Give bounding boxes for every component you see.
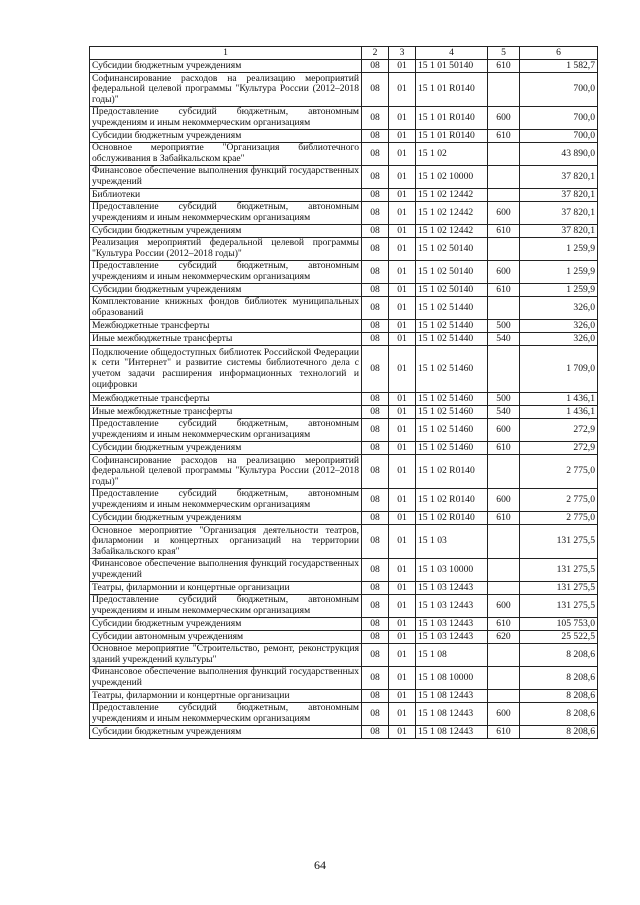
- row-expense-type: 600: [488, 202, 520, 225]
- row-expense-type: [488, 297, 520, 320]
- row-amount: 37 820,1: [520, 166, 598, 189]
- row-name: Театры, филармонии и концертные организации: [90, 582, 362, 595]
- row-section: 08: [362, 130, 389, 143]
- table-body: [90, 60, 598, 739]
- row-target-code: 15 1 01 R0140: [416, 73, 488, 107]
- row-amount: 2 775,0: [520, 455, 598, 489]
- row-subsection: 01: [389, 166, 416, 189]
- row-expense-type: [488, 143, 520, 166]
- table-row: [90, 690, 598, 703]
- row-section: 08: [362, 333, 389, 346]
- table-row: [90, 631, 598, 644]
- row-subsection: 01: [389, 320, 416, 333]
- row-target-code: 15 1 08 10000: [416, 667, 488, 690]
- row-name: Предоставление субсидий бюджетным, автономным учреждениям и иным некоммерческим организациям: [90, 107, 362, 130]
- row-amount: 700,0: [520, 130, 598, 143]
- row-section: 08: [362, 320, 389, 333]
- row-section: 08: [362, 73, 389, 107]
- row-section: 08: [362, 346, 389, 393]
- header-cell: 6: [520, 47, 598, 60]
- row-target-code: 15 1 02 10000: [416, 166, 488, 189]
- row-target-code: 15 1 03 12443: [416, 631, 488, 644]
- row-amount: 1 259,9: [520, 284, 598, 297]
- row-target-code: 15 1 02 51460: [416, 393, 488, 406]
- row-section: 08: [362, 703, 389, 726]
- row-amount: 8 208,6: [520, 690, 598, 703]
- row-target-code: 15 1 08 12443: [416, 690, 488, 703]
- row-amount: 131 275,5: [520, 582, 598, 595]
- table-row: [90, 225, 598, 238]
- row-expense-type: [488, 690, 520, 703]
- row-amount: 1 436,1: [520, 393, 598, 406]
- table-row: [90, 284, 598, 297]
- table-row: [90, 644, 598, 667]
- row-subsection: 01: [389, 73, 416, 107]
- header-cell: 3: [389, 47, 416, 60]
- row-target-code: 15 1 02 50140: [416, 284, 488, 297]
- row-target-code: 15 1 03 12443: [416, 618, 488, 631]
- row-amount: 326,0: [520, 333, 598, 346]
- row-amount: 326,0: [520, 320, 598, 333]
- row-amount: 105 753,0: [520, 618, 598, 631]
- table-row: [90, 442, 598, 455]
- row-amount: 8 208,6: [520, 667, 598, 690]
- row-subsection: 01: [389, 667, 416, 690]
- row-subsection: 01: [389, 284, 416, 297]
- table-header-row: [90, 47, 598, 60]
- row-amount: 1 436,1: [520, 406, 598, 419]
- row-expense-type: [488, 525, 520, 559]
- row-name: Реализация мероприятий федеральной целевой программы "Культура России (2012–2018 годы)": [90, 238, 362, 261]
- table-row: [90, 107, 598, 130]
- table-row: [90, 202, 598, 225]
- row-expense-type: [488, 455, 520, 489]
- row-section: 08: [362, 60, 389, 73]
- row-name: Иные межбюджетные трансферты: [90, 333, 362, 346]
- row-subsection: 01: [389, 512, 416, 525]
- row-name: Субсидии бюджетным учреждениям: [90, 60, 362, 73]
- row-expense-type: 610: [488, 225, 520, 238]
- table-row: [90, 489, 598, 512]
- table-row: [90, 346, 598, 393]
- row-expense-type: [488, 238, 520, 261]
- row-subsection: 01: [389, 525, 416, 559]
- row-target-code: 15 1 03 12443: [416, 582, 488, 595]
- row-section: 08: [362, 143, 389, 166]
- row-target-code: 15 1 02: [416, 143, 488, 166]
- row-target-code: 15 1 03 12443: [416, 595, 488, 618]
- row-section: 08: [362, 489, 389, 512]
- row-section: 08: [362, 690, 389, 703]
- table-row: [90, 143, 598, 166]
- row-subsection: 01: [389, 595, 416, 618]
- row-amount: 1 582,7: [520, 60, 598, 73]
- row-target-code: 15 1 01 R0140: [416, 107, 488, 130]
- row-expense-type: 610: [488, 512, 520, 525]
- row-section: 08: [362, 559, 389, 582]
- row-target-code: 15 1 02 12442: [416, 225, 488, 238]
- row-name: Субсидии бюджетным учреждениям: [90, 726, 362, 739]
- table-row: [90, 703, 598, 726]
- row-name: Софинансирование расходов на реализацию мероприятий федеральной целевой программы "Культура России (2012–2018 годы)": [90, 455, 362, 489]
- row-amount: 37 820,1: [520, 225, 598, 238]
- row-section: 08: [362, 406, 389, 419]
- row-name: Софинансирование расходов на реализацию мероприятий федеральной целевой программы "Культура России (2012–2018 годы)": [90, 73, 362, 107]
- table-row: [90, 419, 598, 442]
- table-row: [90, 582, 598, 595]
- row-subsection: 01: [389, 346, 416, 393]
- row-subsection: 01: [389, 419, 416, 442]
- row-expense-type: [488, 346, 520, 393]
- row-section: 08: [362, 631, 389, 644]
- table-row: [90, 320, 598, 333]
- row-name: Финансовое обеспечение выполнения функций государственных учреждений: [90, 559, 362, 582]
- row-name: Комплектование книжных фондов библиотек муниципальных образований: [90, 297, 362, 320]
- row-expense-type: 600: [488, 107, 520, 130]
- row-name: Межбюджетные трансферты: [90, 393, 362, 406]
- row-target-code: 15 1 08: [416, 644, 488, 667]
- table-row: [90, 60, 598, 73]
- row-name: Субсидии бюджетным учреждениям: [90, 284, 362, 297]
- header-cell: 1: [90, 47, 362, 60]
- table-row: [90, 238, 598, 261]
- row-subsection: 01: [389, 618, 416, 631]
- row-expense-type: 610: [488, 60, 520, 73]
- row-expense-type: 500: [488, 393, 520, 406]
- row-name: Предоставление субсидий бюджетным, автономным учреждениям и иным некоммерческим организациям: [90, 489, 362, 512]
- row-name: Субсидии автономным учреждениям: [90, 631, 362, 644]
- header-cell: 2: [362, 47, 389, 60]
- row-section: 08: [362, 166, 389, 189]
- row-expense-type: 610: [488, 130, 520, 143]
- row-target-code: 15 1 02 51440: [416, 320, 488, 333]
- row-expense-type: 540: [488, 406, 520, 419]
- row-subsection: 01: [389, 582, 416, 595]
- row-section: 08: [362, 393, 389, 406]
- row-target-code: 15 1 02 51440: [416, 297, 488, 320]
- row-subsection: 01: [389, 189, 416, 202]
- row-name: Предоставление субсидий бюджетным, автономным учреждениям и иным некоммерческим организациям: [90, 419, 362, 442]
- row-section: 08: [362, 189, 389, 202]
- row-expense-type: [488, 667, 520, 690]
- row-expense-type: 610: [488, 284, 520, 297]
- row-expense-type: 500: [488, 320, 520, 333]
- row-section: 08: [362, 582, 389, 595]
- row-name: Предоставление субсидий бюджетным, автономным учреждениям и иным некоммерческим организациям: [90, 595, 362, 618]
- table-row: [90, 333, 598, 346]
- row-expense-type: [488, 189, 520, 202]
- row-expense-type: 610: [488, 442, 520, 455]
- row-subsection: 01: [389, 225, 416, 238]
- header-cell: 4: [416, 47, 488, 60]
- row-name: Основное мероприятие "Организация библиотечного обслуживания в Забайкальском крае": [90, 143, 362, 166]
- row-name: Библиотеки: [90, 189, 362, 202]
- row-subsection: 01: [389, 726, 416, 739]
- row-expense-type: 610: [488, 618, 520, 631]
- row-subsection: 01: [389, 333, 416, 346]
- row-expense-type: 600: [488, 419, 520, 442]
- table-row: [90, 726, 598, 739]
- table-row: [90, 130, 598, 143]
- row-name: Предоставление субсидий бюджетным, автономным учреждениям и иным некоммерческим организациям: [90, 261, 362, 284]
- row-name: Иные межбюджетные трансферты: [90, 406, 362, 419]
- row-expense-type: [488, 644, 520, 667]
- row-target-code: 15 1 02 50140: [416, 261, 488, 284]
- row-section: 08: [362, 202, 389, 225]
- row-target-code: 15 1 01 50140: [416, 60, 488, 73]
- table-row: [90, 618, 598, 631]
- row-target-code: 15 1 02 51460: [416, 346, 488, 393]
- row-name: Основное мероприятие "Строительство, ремонт, реконструкция зданий учреждений культуры": [90, 644, 362, 667]
- row-section: 08: [362, 284, 389, 297]
- row-section: 08: [362, 107, 389, 130]
- row-target-code: 15 1 02 12442: [416, 189, 488, 202]
- row-name: Предоставление субсидий бюджетным, автономным учреждениям и иным некоммерческим организациям: [90, 202, 362, 225]
- row-expense-type: 620: [488, 631, 520, 644]
- row-name: Предоставление субсидий бюджетным, автономным учреждениям и иным некоммерческим организациям: [90, 703, 362, 726]
- row-subsection: 01: [389, 297, 416, 320]
- row-name: Субсидии бюджетным учреждениям: [90, 130, 362, 143]
- table-row: [90, 406, 598, 419]
- table-row: [90, 455, 598, 489]
- row-amount: 25 522,5: [520, 631, 598, 644]
- table-row: [90, 261, 598, 284]
- row-section: 08: [362, 419, 389, 442]
- row-subsection: 01: [389, 644, 416, 667]
- row-target-code: 15 1 02 R0140: [416, 455, 488, 489]
- row-expense-type: [488, 166, 520, 189]
- row-name: Субсидии бюджетным учреждениям: [90, 512, 362, 525]
- row-target-code: 15 1 01 R0140: [416, 130, 488, 143]
- row-subsection: 01: [389, 107, 416, 130]
- row-subsection: 01: [389, 455, 416, 489]
- row-subsection: 01: [389, 202, 416, 225]
- row-subsection: 01: [389, 261, 416, 284]
- budget-table: [89, 46, 598, 739]
- row-subsection: 01: [389, 143, 416, 166]
- row-section: 08: [362, 238, 389, 261]
- row-amount: 2 775,0: [520, 489, 598, 512]
- row-amount: 2 775,0: [520, 512, 598, 525]
- row-subsection: 01: [389, 60, 416, 73]
- row-amount: 8 208,6: [520, 703, 598, 726]
- row-expense-type: [488, 582, 520, 595]
- row-section: 08: [362, 297, 389, 320]
- row-section: 08: [362, 525, 389, 559]
- row-subsection: 01: [389, 631, 416, 644]
- row-amount: 8 208,6: [520, 726, 598, 739]
- row-amount: 272,9: [520, 419, 598, 442]
- row-name: Субсидии бюджетным учреждениям: [90, 225, 362, 238]
- row-target-code: 15 1 08 12443: [416, 703, 488, 726]
- page-number: 64: [314, 858, 326, 872]
- row-name: Театры, филармонии и концертные организации: [90, 690, 362, 703]
- row-target-code: 15 1 02 R0140: [416, 489, 488, 512]
- row-target-code: 15 1 02 51440: [416, 333, 488, 346]
- row-amount: 272,9: [520, 442, 598, 455]
- table-row: [90, 166, 598, 189]
- row-amount: 131 275,5: [520, 525, 598, 559]
- row-amount: 8 208,6: [520, 644, 598, 667]
- row-subsection: 01: [389, 442, 416, 455]
- row-amount: 700,0: [520, 73, 598, 107]
- row-subsection: 01: [389, 489, 416, 512]
- table-row: [90, 73, 598, 107]
- table-row: [90, 393, 598, 406]
- table-row: [90, 595, 598, 618]
- row-subsection: 01: [389, 406, 416, 419]
- row-target-code: 15 1 08 12443: [416, 726, 488, 739]
- row-subsection: 01: [389, 559, 416, 582]
- row-section: 08: [362, 225, 389, 238]
- row-expense-type: 600: [488, 261, 520, 284]
- row-target-code: 15 1 03: [416, 525, 488, 559]
- row-section: 08: [362, 726, 389, 739]
- row-section: 08: [362, 455, 389, 489]
- row-amount: 1 259,9: [520, 261, 598, 284]
- row-section: 08: [362, 442, 389, 455]
- row-subsection: 01: [389, 690, 416, 703]
- row-name: Субсидии бюджетным учреждениям: [90, 618, 362, 631]
- row-target-code: 15 1 03 10000: [416, 559, 488, 582]
- row-amount: 43 890,0: [520, 143, 598, 166]
- row-section: 08: [362, 512, 389, 525]
- row-expense-type: 600: [488, 489, 520, 512]
- table-row: [90, 525, 598, 559]
- row-name: Субсидии бюджетным учреждениям: [90, 442, 362, 455]
- row-target-code: 15 1 02 51460: [416, 419, 488, 442]
- row-target-code: 15 1 02 50140: [416, 238, 488, 261]
- row-amount: 1 259,9: [520, 238, 598, 261]
- row-expense-type: 600: [488, 703, 520, 726]
- row-expense-type: 610: [488, 726, 520, 739]
- row-section: 08: [362, 667, 389, 690]
- header-cell: 5: [488, 47, 520, 60]
- row-section: 08: [362, 618, 389, 631]
- row-target-code: 15 1 02 12442: [416, 202, 488, 225]
- row-amount: 131 275,5: [520, 559, 598, 582]
- row-name: Подключение общедоступных библиотек Российской Федерации к сети "Интернет" и развитие системы библиотечного дела с учетом задачи расширения информационных технологий и оцифровки: [90, 346, 362, 393]
- row-subsection: 01: [389, 393, 416, 406]
- table-row: [90, 667, 598, 690]
- table-row: [90, 512, 598, 525]
- row-amount: 326,0: [520, 297, 598, 320]
- row-amount: 37 820,1: [520, 202, 598, 225]
- row-section: 08: [362, 595, 389, 618]
- row-amount: 1 709,0: [520, 346, 598, 393]
- row-name: Финансовое обеспечение выполнения функций государственных учреждений: [90, 667, 362, 690]
- row-expense-type: [488, 559, 520, 582]
- row-name: Межбюджетные трансферты: [90, 320, 362, 333]
- row-name: Основное мероприятие "Организация деятельности театров, филармонии и концертных организаций на территории Забайкальского края": [90, 525, 362, 559]
- row-target-code: 15 1 02 R0140: [416, 512, 488, 525]
- row-name: Финансовое обеспечение выполнения функций государственных учреждений: [90, 166, 362, 189]
- row-target-code: 15 1 02 51460: [416, 406, 488, 419]
- table-row: [90, 559, 598, 582]
- table-row: [90, 297, 598, 320]
- row-section: 08: [362, 261, 389, 284]
- table-row: [90, 189, 598, 202]
- row-amount: 700,0: [520, 107, 598, 130]
- row-subsection: 01: [389, 130, 416, 143]
- row-subsection: 01: [389, 238, 416, 261]
- row-amount: 37 820,1: [520, 189, 598, 202]
- row-section: 08: [362, 644, 389, 667]
- row-target-code: 15 1 02 51460: [416, 442, 488, 455]
- row-subsection: 01: [389, 703, 416, 726]
- budget-table-sheet: [89, 46, 597, 739]
- row-expense-type: 540: [488, 333, 520, 346]
- row-amount: 131 275,5: [520, 595, 598, 618]
- row-expense-type: 600: [488, 595, 520, 618]
- row-expense-type: [488, 73, 520, 107]
